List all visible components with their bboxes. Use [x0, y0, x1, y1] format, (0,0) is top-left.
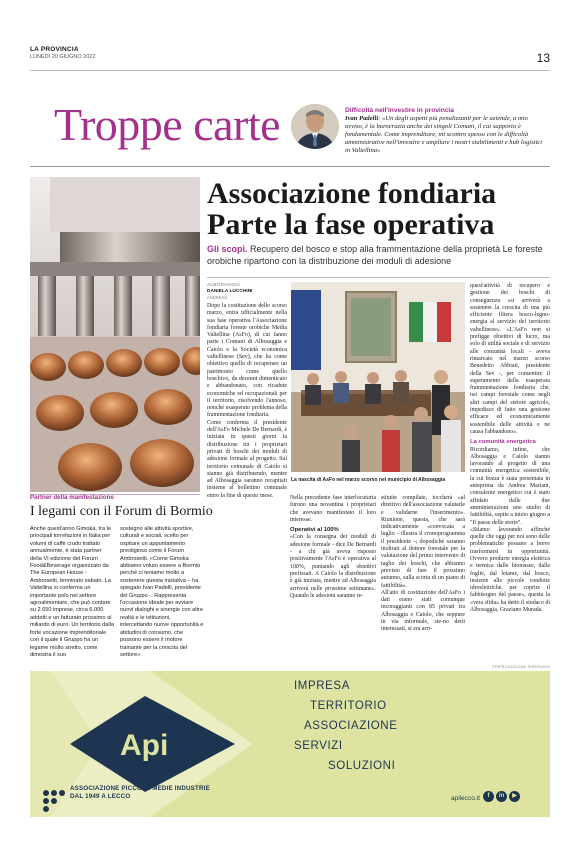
api-logo-text: Api — [120, 729, 169, 762]
article-column-2 — [290, 495, 376, 600]
api-advertisement[interactable] — [30, 671, 550, 817]
ad-word: SERVIZI — [294, 740, 343, 752]
article-column-1 — [207, 303, 287, 500]
subhead-text: Recupero del bosco e stop alla frammentazione della proprietà Le foreste orobiche ripartono con la distribuzione dei moduli di adesione — [207, 244, 543, 266]
article-column-3 — [381, 495, 465, 634]
col2-subheading: Operativi al 100% — [290, 527, 339, 534]
ad-social-icons — [483, 791, 520, 802]
section-divider — [30, 166, 550, 167]
ad-keywords — [294, 676, 534, 776]
linkedin-icon[interactable]: in — [496, 791, 507, 802]
article-subhead — [207, 244, 557, 267]
left-story-column-1: Anche quest'anno Gimoka, tra le principali torrefazioni in Italia per volumi di caffè crudo trattato annualmente, è stata partner della VI edizione del Forum Food&Beverage organizzato da The European House - Ambrosetti, terminato sabato. La Valtellina si conferma un importante polo nel settore agroalimentare, che può contare su 2.650 imprese, circa 6.000 addetti e un fatturato prossimo al miliardo di euro. Un territorio dalla forte vocazione imprenditoriale con il quale il Gruppo ha un legame molto stretto, come dimostra il suo — [30, 526, 114, 658]
col4-subheading: La comunità energetica — [470, 439, 536, 446]
ad-word: TERRITORIO — [310, 700, 387, 712]
ad-word: ASSOCIAZIONE — [304, 720, 398, 732]
publication-name: LA PROVINCIA — [30, 46, 79, 53]
meeting-photo — [291, 282, 465, 472]
byline — [207, 283, 282, 300]
section-title: Troppe carte — [54, 99, 281, 150]
headline-line-1: Associazione fondiaria — [207, 177, 497, 210]
article-headline — [207, 178, 557, 240]
byline-place: ALBOSAGGIA — [207, 283, 241, 288]
col1-paragraph-2: Come conferma il presidente dell'AsFo Michele De Bernardi, è iniziata in questi giorni la distribuzione tra i proprietari privati di boschi dei moduli di adesione formale al progetto. Sul territorio comunale di Caiolo si stanno già distribuendo, mentre ad Albosaggia saranno recapitati insieme al bollettino comunale entro la fine di questo mese. — [207, 419, 287, 499]
ad-word: SOLUZIONI — [328, 760, 396, 772]
col4-paragraph-2: Ricordiamo, infine, che Albosaggia e Caiolo stanno lavorando al progetto di una comunità energetica sostenibile, la cui bozza è stata presentata in anteprima da Andrea Mariani, consulente energetico cui è stato affidato dalle due amministrazioni uno studio di fattibilità, ospite a inizio giugno a "Il paese delle storie". — [470, 446, 550, 526]
page-number: 13 — [536, 51, 550, 65]
header-divider — [30, 70, 550, 71]
subhead-divider — [207, 277, 550, 278]
issue-date: LUNEDÌ 20 GIUGNO 2022 — [30, 54, 96, 60]
byline-author: DANIELA LUCCHINI — [207, 289, 253, 294]
subhead-lead: Gli scopi. — [207, 244, 248, 254]
col3-paragraph-2: All'atto di costituzione dell'AsFo i dati erano stati comunque incoraggianti con 85 privati tra Albosaggia e Caiolo, che seppure in via informale, ste-no detti interessati, si era arri- — [381, 589, 465, 633]
photo-caption: La nascita di AsFo nel marzo scorso nel municipio di Albosaggia — [291, 477, 446, 483]
masthead — [30, 46, 95, 60]
col2-paragraph-1: Nella precedente fase interlocutoria furono una novantina i proprietari che avevano manifestato il loro interesse. — [290, 495, 376, 523]
portrait-photo-padelli — [291, 104, 339, 149]
coffee-capsules-photo — [30, 177, 200, 492]
col1-paragraph-1: Dopo la costituzione dello scorso marzo, entra ufficialmente nella sua fase operativa l'Associazione fondiaria foreste orobiche Media Valtellina (AsFo), di cui fanno parte i Comuni di Albosaggia e Caiolo e la Società economica valtellinese (Sev), che ha come obiettivo quello di recuperare un patrimonio come quello boschivo, da decenni dimenticato e abbandonato, con ricadute economiche ed occupazionali per il territorio, risolvendo l'annoso, nonché esasperato problema della frammentazione fondiaria. — [207, 303, 287, 419]
left-story-kicker: Partner della manifestazione — [30, 494, 114, 501]
ad-website-link[interactable]: apilecco.it — [451, 795, 480, 802]
left-story-title: I legami con il Forum di Bormio — [30, 504, 213, 519]
youtube-icon[interactable]: ▶ — [509, 791, 520, 802]
ad-tagline-2: DAL 1949 A LECCO — [70, 793, 131, 800]
col2-paragraph-2: «Con la consegna dei moduli di adesione formale - dice De Bernardi - a chi già aveva risposto positivamente l'AsFo è operativa al 100%, puntando agli obiettivi prefissati. A Caiolo la distribuzione è già iniziata, mentre ad Albosaggia arriverà nelle prossime settimane». Quando le adesioni saranno re- — [290, 534, 376, 599]
ad-tagline-1: ASSOCIAZIONE PICCOLE MEDIE INDUSTRIE — [70, 785, 210, 792]
col4-paragraph-3: «Stiamo lavorando affinché quelle che oggi per noi sono delle problematiche possano a breve trasformarsi in opportunità. Ovvero produrre energia elettrica e termica dalle biomasse, dalle foglie, dal letame, dal bosco, insieme alle piccole condotte idroelettriche, per coprire il fabbisogno del paese», questa la «vera sfida» ha detto il sindaco di Albosaggia, Graziano Murada. — [470, 526, 550, 614]
col3-paragraph-1: stituite compilate, toccherà «al direttivo dell'associazione valutarle e validarne l'inserimento». Riunione, questa, che sarà indicativamente «convocata a luglio - illustra il cronoprogramma il presidente -; dopodiché saranno inoltrati al dottore forestale per la valutazione del primo intervento di taglio dei boschi, che abbiamo previsto di fare il prossimo autunno, sulla scorta di un piano di fattibilità». — [381, 495, 465, 589]
inset-name: Ivan Padelli — [345, 115, 379, 122]
ad-word: IMPRESA — [294, 680, 350, 692]
rights-notice: ©RIPRODUZIONE RISERVATA — [491, 665, 550, 669]
facebook-icon[interactable]: f — [483, 791, 494, 802]
headline-line-2: Parte la fase operativa — [207, 208, 495, 241]
byline-role: ANDREAS — [207, 295, 228, 300]
left-story-column-2: sostegno alle attività sportive, culturali e sociali, scelto per ospitare un appuntamento prestigioso come il Forum Ambrosetti. «Come Gimoka abbiamo voluto essere a Bormio perché ci teniamo molto a sostenere questa iniziativa – ha spiegato Ivan Padelli, presidente del Gruppo -. Rappresenta l'occasione ideale per avviare nuovi dialoghi e sinergie con altre realtà e le istituzioni, intercettando nuove opportunità e abitudini di consumo, che possono essere il motore trainante per la crescita del settore». — [120, 526, 204, 658]
article-column-4 — [470, 283, 550, 614]
ad-tagline — [70, 785, 210, 801]
inset-title: Difficoltà nell'investire in provincia — [345, 107, 454, 114]
col4-paragraph-1: quest'attività di recupero e gestione dei boschi di conseguenza «si arriverà a sostenere la crescita di una più efficiente filiera bosco-legno-energia al servizio del territorio valtellinese». «L'AsFo non si prefigge obiettivi di lucro, ma solo di utilità sociale e di servizio alle comunità locali - aveva rimarcato nel marzo scorso Benedetto Abbiati, presidente della Sev -, per consentire il superamento della esasperata frammentazione fondiaria che, nei campi forestale come negli altri campi del settore agricolo, impedisce di fatto una gestione efficace ed economicamente sostenibile delle attività e ne causa l'abbandono». — [470, 283, 550, 435]
inset-quote — [345, 107, 545, 155]
inset-quote-text: : «Un degli aspetti più penalizzanti per le aziende, a mio avviso, è la burocrazia anche dei singoli Comuni, il cui supporto è fondamentale. Come imprenditore, mi scontro spesso con le difficoltà amministrative nell'investire e ampliare i nostri stabilimenti e hub logistici in Valtellina» — [345, 115, 543, 154]
